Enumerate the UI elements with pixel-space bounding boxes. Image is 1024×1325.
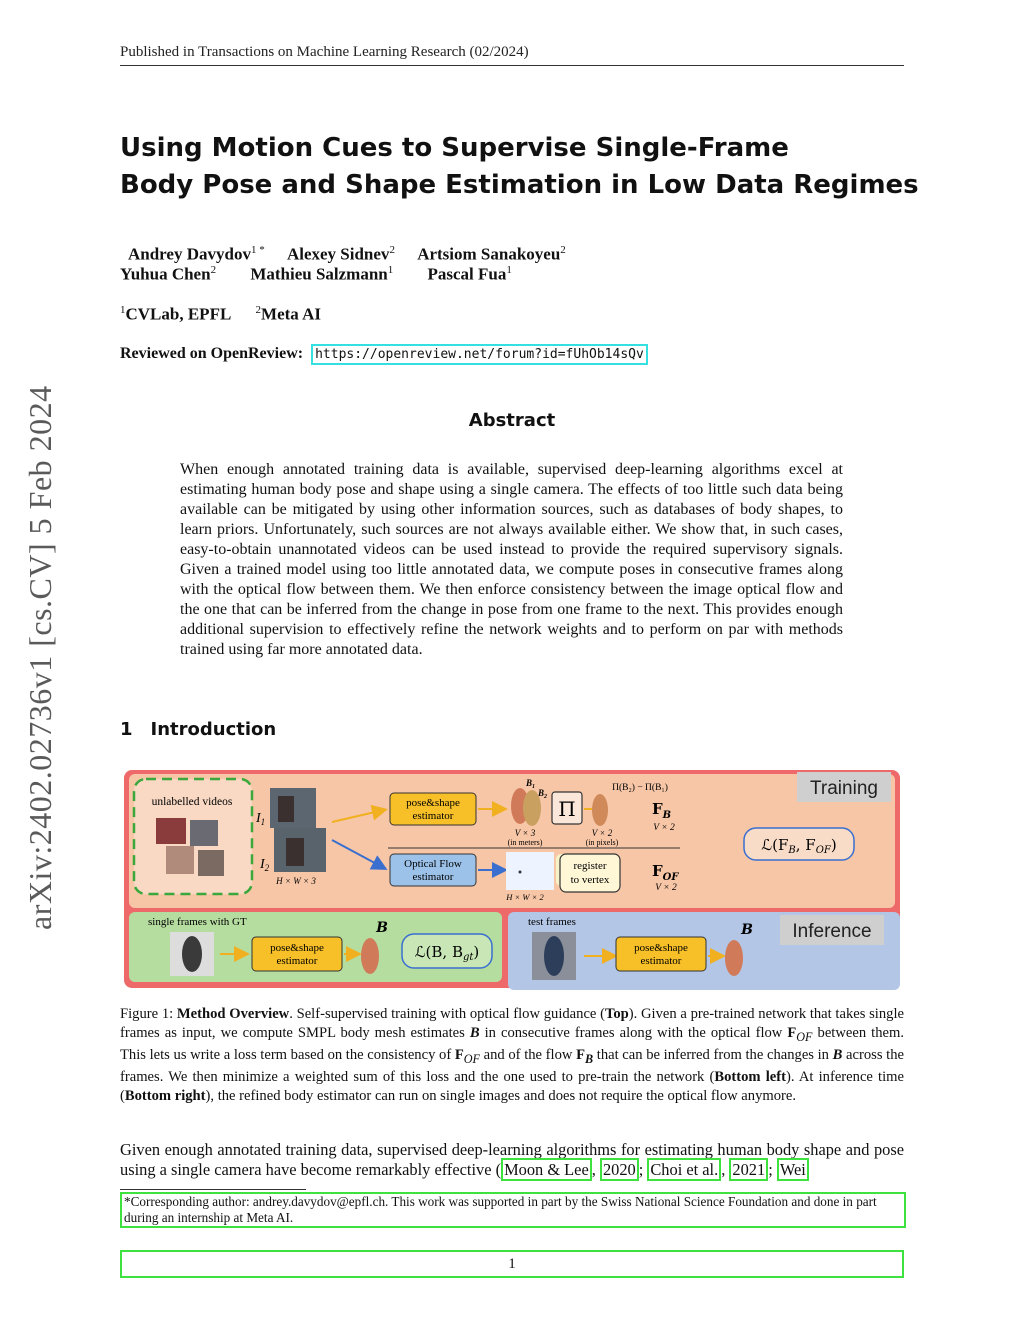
arxiv-identifier: arXiv:2402.02736v1 [cs.CV] 5 Feb 2024 (22, 385, 58, 930)
video-thumb (198, 850, 224, 876)
flow-label-1: Optical Flow (404, 858, 462, 870)
citation-link[interactable]: 2021 (729, 1158, 768, 1181)
projected-body (592, 794, 608, 826)
unlabelled-videos-label: unlabelled videos (151, 796, 233, 808)
gt-body (361, 938, 379, 974)
citation-link[interactable]: Wei (777, 1158, 809, 1181)
single-frames-label: single frames with GT (148, 916, 247, 928)
projection-symbol: Π (558, 797, 576, 821)
method-overview-figure (120, 766, 904, 992)
footnote-rule (120, 1189, 306, 1190)
author: Yuhua Chen$^2$ (120, 264, 217, 284)
estimator-label-3b: estimator (640, 955, 682, 967)
openreview-link[interactable]: https://openreview.net/forum?id=fUhOb14sQv (311, 344, 648, 365)
video-thumb (166, 846, 194, 874)
citation-link[interactable]: 2020 (600, 1158, 639, 1181)
intro-paragraph: Given enough annotated training data, supervised deep-learning algorithms for estimating human body shape and pose using a single camera have become remarkably effective ( Moon & Lee , 2020 ; Choi et al. , 2021 ; Wei (120, 1140, 904, 1179)
estimator-label-3: pose&shape (634, 942, 688, 954)
test-frames-label: test frames (528, 916, 576, 928)
video-thumb (190, 820, 218, 846)
affiliation: $^2$Meta AI (255, 304, 322, 324)
b1-label: $B_1$ (526, 778, 536, 790)
b2-label: $B_2$ (538, 788, 548, 800)
flow-dims: H × W × 2 (506, 892, 544, 902)
estimator-label-2b: estimator (276, 955, 318, 967)
title-line-1: Using Motion Cues to Supervise Single-Frame (120, 133, 789, 163)
reviewed-line (120, 345, 648, 363)
estimator-label-2: pose&shape (270, 942, 324, 954)
title-line-2: Body Pose and Shape Estimation in Low Data Regimes (120, 170, 919, 200)
i2-label: $I_2$ (260, 857, 270, 873)
author: Pascal Fua$^1$ (427, 264, 512, 284)
author: Artsiom Sanakoyeu$^2$ (417, 244, 566, 264)
citation-link[interactable]: Choi et al. (647, 1158, 721, 1181)
citation-link[interactable]: Moon & Lee (501, 1158, 592, 1181)
affiliation: $^1$CVLab, EPFL (120, 304, 232, 324)
flow-map-dot (519, 871, 522, 874)
b-label-left: B (376, 920, 388, 936)
gt-loss: ℒ(B, $B_{gt}$) (414, 943, 480, 963)
frame-i1-person (278, 796, 294, 822)
v2-dims: V × 2 (591, 828, 613, 838)
affiliations (120, 304, 339, 325)
page-number[interactable]: 1 (120, 1250, 904, 1278)
projection-difference: Π(B₂) − Π(B₁) (612, 783, 668, 793)
author-row-2 (120, 264, 530, 285)
figure-caption: Figure 1: Method Overview. Self-supervised training with optical flow guidance (Top). Given a pre-trained network that takes single frames as input, we compute SMPL body mesh estimates B in consecutive frames along with the optical flow $F_{OF}$ between them. This lets us write a loss term based on the consistency of $F_{OF}$ and of the flow $F_B$ that can be inferred from the changes in B across the frames. We then minimize a weighted sum of this loss and the one used to pre-train the network (Bottom left). At inference time (Bottom right), the refined body estimator can run on single images and does not require the optical flow anymore. (120, 1006, 904, 1104)
input-dims: H × W × 3 (276, 876, 316, 886)
training-loss: $ℒ(F_B$, $F_{OF}$) (761, 836, 837, 856)
gt-frame-person (182, 936, 202, 972)
inference-label: Inference (792, 921, 872, 942)
abstract-text: When enough annotated training data is available, supervised deep-learning algorithms excel at estimating human body pose and shape using a single camera. The effects of too little such data being available can be mitigated by using other information sources, such as databases of body shapes, to learn priors. Unfortunately, such sources are not always available either. We show that, in such cases, easy-to-obtain unannotated videos can be used instead to provide the required supervisory signals. Given a trained model using too little annotated data, we compute poses in consecutive frames along with the optical flow between them. We then enforce consistency between the image optical flow and the one that can be inferred from the change in pose from one frame to the next. This provides enough additional supervision to effectively refine the network weights and to perform on par with methods trained using far more annotated data. (180, 461, 843, 658)
flow-label-2: estimator (412, 871, 454, 883)
section-heading (120, 719, 276, 740)
body-b2 (523, 790, 541, 826)
inference-body (725, 940, 743, 976)
b-label-right: B (741, 922, 753, 938)
v3-dims: V × 3 (514, 828, 536, 838)
author: Andrey Davydov$^{1 *}$ (128, 244, 265, 264)
footnote[interactable]: *Corresponding author: andrey.davydov@epfl.ch. This work was supported in part by the Swiss National Science Foundation and done in part during an internship at Meta AI. (120, 1192, 906, 1228)
reviewed-label: Reviewed on OpenReview: (120, 345, 304, 362)
fof-label: $F_{OF}$ (652, 862, 679, 883)
register-label-2: to vertex (570, 874, 610, 886)
author-row-1 (128, 244, 584, 265)
i1-label: $I_1$ (256, 811, 266, 827)
fof-dims: V × 2 (655, 883, 677, 893)
fb-dims: V × 2 (653, 823, 675, 833)
section-number: 1 (120, 719, 133, 740)
section-title: Introduction (150, 719, 277, 740)
abstract-heading: Abstract (468, 410, 556, 431)
flow-map (506, 852, 554, 890)
fb-label: $F_B$ (652, 800, 672, 821)
in-meters: (in meters) (507, 838, 543, 847)
author: Alexey Sidnev$^2$ (286, 244, 395, 264)
test-frame-person (544, 936, 564, 976)
paper-title (120, 130, 920, 204)
register-label-1: register (573, 860, 607, 872)
estimator-label-1b: estimator (412, 810, 454, 822)
video-thumb (156, 818, 186, 844)
estimator-label-1: pose&shape (406, 797, 460, 809)
author: Mathieu Salzmann$^1$ (250, 264, 394, 284)
running-header: Published in Transactions on Machine Learning Research (02/2024) (120, 44, 904, 66)
frame-i2-person (286, 838, 304, 866)
training-label: Training (810, 778, 878, 799)
in-pixels: (in pixels) (585, 838, 619, 847)
